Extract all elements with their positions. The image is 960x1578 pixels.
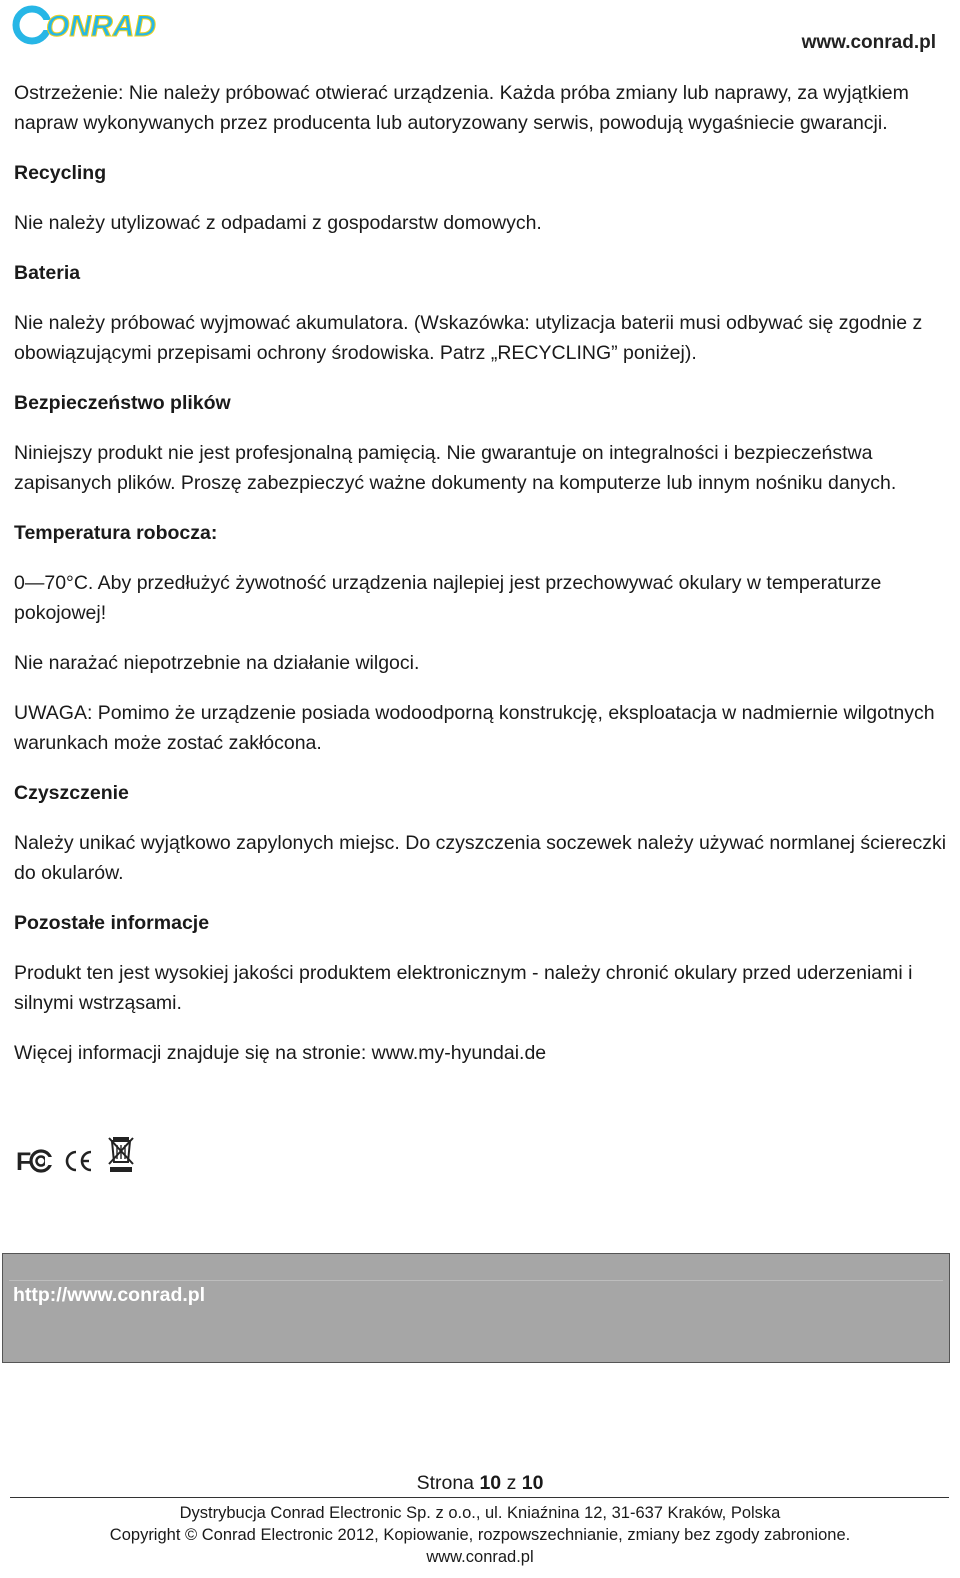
svg-text:ONRAD: ONRAD: [46, 10, 156, 43]
ce-mark-icon: [64, 1148, 94, 1174]
footer-banner: [2, 1253, 950, 1363]
footer-divider: [10, 1497, 949, 1498]
cleaning-heading: Czyszczenie: [14, 782, 129, 804]
page-number: [0, 1472, 960, 1495]
page-current: 10: [479, 1472, 502, 1494]
page-total: 10: [521, 1472, 544, 1494]
page-prefix: Strona: [416, 1472, 475, 1494]
temperature-paragraph: 0—70°C. Aby przedłużyć żywotność urządzenia najlepiej jest przechowywać okulary w temperaturze pokojowej!: [14, 572, 882, 624]
caution-paragraph: UWAGA: Pomimo że urządzenie posiada wodoodporną konstrukcję, eksploatacja w nadmiernie wilgotnych warunkach może zostać zakłócona.: [14, 702, 935, 754]
recycling-paragraph: Nie należy utylizować z odpadami z gospodarstw domowych.: [14, 212, 542, 234]
document-body: [14, 78, 949, 1088]
footer-site-link[interactable]: www.conrad.pl: [426, 1548, 534, 1566]
footer-banner-link[interactable]: http://www.conrad.pl: [13, 1284, 206, 1306]
more-info-paragraph: Więcej informacji znajduje się na stronie: www.my-hyundai.de: [14, 1042, 547, 1064]
moisture-paragraph: Nie narażać niepotrzebnie na działanie wilgoci.: [14, 652, 420, 674]
footer-info: [0, 1502, 960, 1568]
certification-marks: [16, 1130, 136, 1174]
weee-bin-icon: [106, 1134, 136, 1174]
security-paragraph: Niniejszy produkt nie jest profesjonalną pamięcią. Nie gwarantuje on integralności i bezpieczeństwa zapisanych plików. Proszę zabezpieczyć ważne dokumenty na komputerze lub innym nośniku danych.: [14, 442, 897, 494]
security-heading: Bezpieczeństwo plików: [14, 392, 231, 414]
battery-heading: Bateria: [14, 262, 81, 284]
battery-paragraph: Nie należy próbować wyjmować akumulatora. (Wskazówka: utylizacja baterii musi odbywać się zgodnie z obowiązującymi przepisami ochrony środowiska. Patrz „RECYCLING” poniżej).: [14, 312, 923, 364]
page-separator: z: [506, 1472, 517, 1494]
warning-paragraph: Ostrzeżenie: Nie należy próbować otwierać urządzenia. Każda próba zmiany lub naprawy, za wyjątkiem napraw wykonywanych przez producenta lub autoryzowany serwis, powodują wygaśniecie gwarancji.: [14, 82, 909, 134]
other-info-paragraph: Produkt ten jest wysokiej jakości produktem elektronicznym - należy chronić okulary przed uderzeniami i silnymi wstrząsami.: [14, 962, 913, 1014]
temperature-heading: Temperatura robocza:: [14, 522, 218, 544]
banner-divider: [9, 1280, 943, 1281]
header-site-url[interactable]: www.conrad.pl: [801, 32, 936, 53]
cleaning-paragraph: Należy unikać wyjątkowo zapylonych miejsc. Do czyszczenia soczewek należy używać normlanej ściereczki do okularów.: [14, 832, 947, 884]
other-info-heading: Pozostałe informacje: [14, 912, 210, 934]
svg-text:F: F: [16, 1148, 32, 1174]
fcc-mark-icon: [16, 1146, 52, 1174]
footer-copyright-line: Copyright © Conrad Electronic 2012, Kopiowanie, rozpowszechnianie, zmiany bez zgody zabronione.: [109, 1526, 851, 1544]
recycling-heading: Recycling: [14, 162, 107, 184]
footer-company-line: Dystrybucja Conrad Electronic Sp. z o.o., ul. Kniaźnina 12, 31-637 Kraków, Polska: [179, 1504, 781, 1522]
conrad-logo: [12, 4, 162, 46]
